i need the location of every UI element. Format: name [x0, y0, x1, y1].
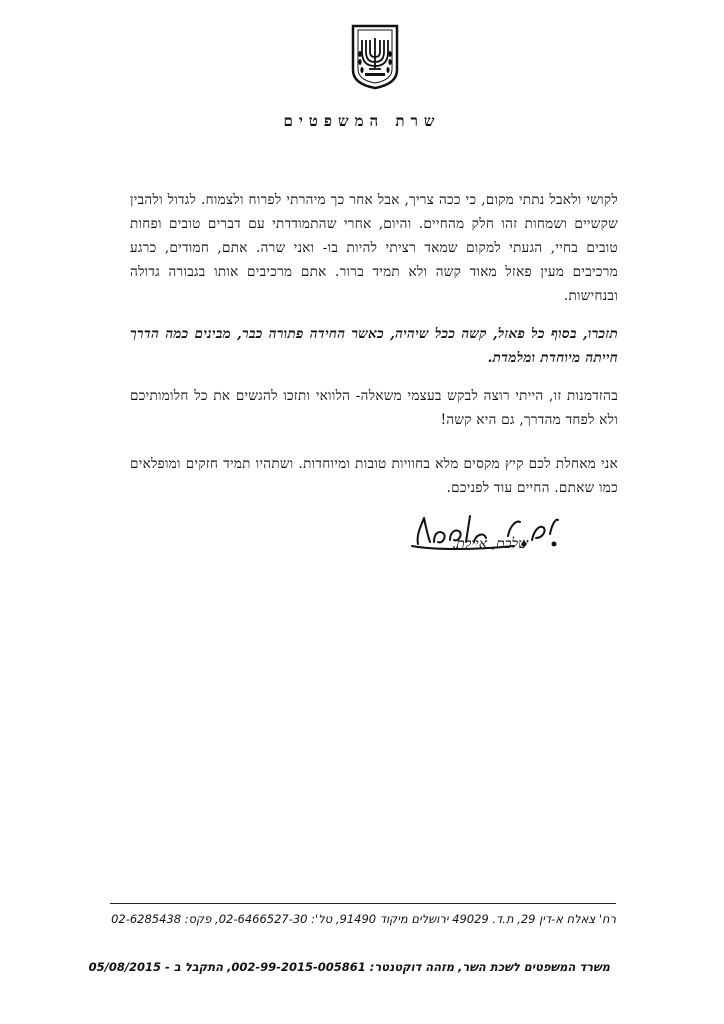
letter-body [130, 188, 618, 514]
footer-divider [110, 903, 616, 904]
signoff: שלכם, איילת. [451, 536, 528, 552]
menorah-emblem-icon [350, 24, 400, 90]
paragraph-3: בהזדמנות זו, הייתי רוצה לבקש בעצמי משאלה- הלוואי ותזכו להגשים את כל חלומותיכם ולא לפחד מהדרך, גם היא קשה! [130, 388, 618, 428]
footer-reference: משרד המשפטים לשכת השר, מזהה דוקטנטר: 002-99-2015-005861, התקבל ב - 05/08/2015 [88, 960, 610, 974]
paragraph-1: לקושי ולאבל נתתי מקום, כי ככה צריך, אבל אחר כך מיהרתי לפרוח ולצמוח. לגדול ולהבין שקשיים ושמחות זהו חלק מהחיים. והיום, אחרי שהתמודדתי עם דברים טובים ופחות טובים בחיי, הגעתי למקום שמאד רציתי להיות בו- ואני שרה. אתם, חמודים, כרגע מרכיבים מעין פאזל מאוד קשה ולא תמיד ברור. אתם מרכיבים אותו בגבורה גדולה ובנחישות. [130, 192, 618, 304]
ministry-title: שרת המשפטים [283, 112, 441, 130]
footer-address: רח' צאלח א-דין 29, ת.ד. 49029 ירושלים מיקוד 91490, טל': 02-6466527-30, פקס: 02-6285438 [111, 912, 616, 926]
paragraph-4: אני מאחלת לכם קיץ מקסים מלא בחוויות טובות ומיוחדות. ושתהיו תמיד חזקים ומופלאים כמו שאתם. החיים עוד לפניכם. [130, 456, 618, 496]
paragraph-2: תזכרו, בסוף כל פאזל, קשה ככל שיהיה, כאשר החידה פתורה כבר, מבינים כמה הדרך חייתה מיוחדת ומלמדת. [130, 326, 618, 366]
